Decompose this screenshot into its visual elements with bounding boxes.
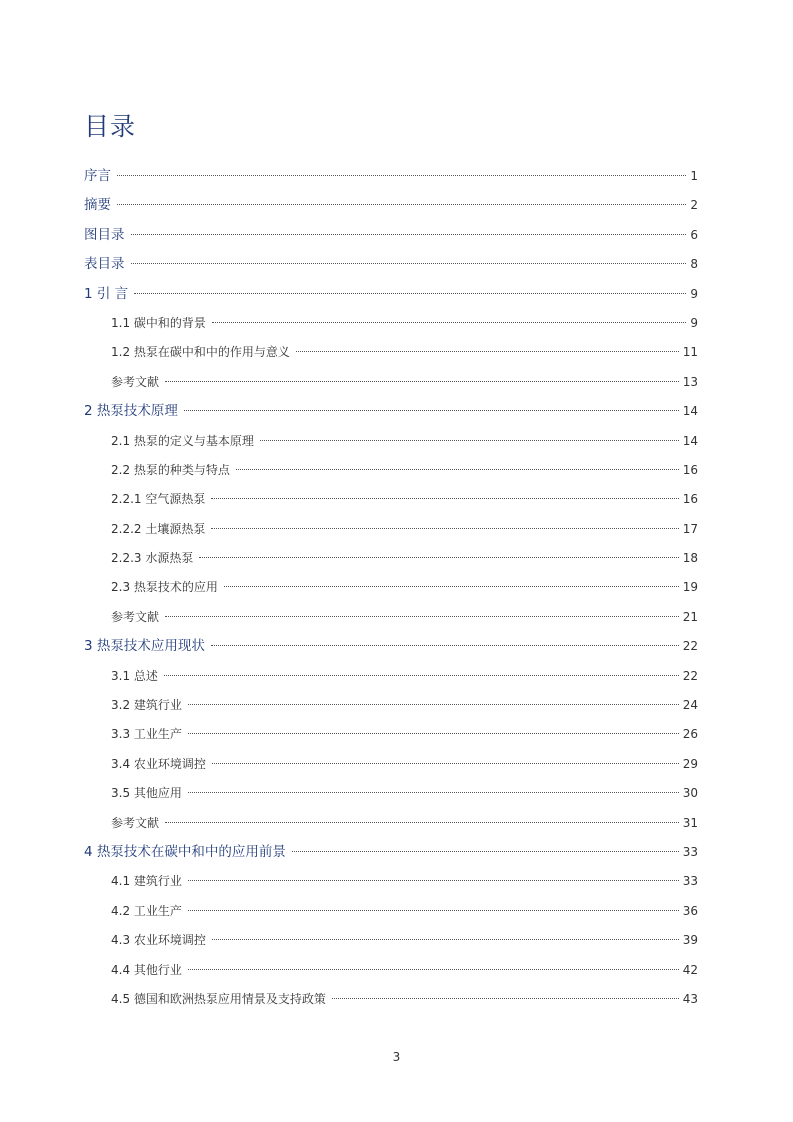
toc-dot-leader xyxy=(188,704,679,705)
toc-entry-label: 2 热泵技术原理 xyxy=(84,403,178,420)
toc-dot-leader xyxy=(188,733,679,734)
toc-entry-label: 参考文献 xyxy=(111,815,160,830)
toc-dot-leader xyxy=(212,322,686,323)
toc-dot-leader xyxy=(131,234,687,235)
toc-dot-leader xyxy=(236,469,679,470)
toc-entry-label: 2.2.2 土壤源热泵 xyxy=(111,521,206,536)
toc-entry-page: 24 xyxy=(682,698,698,713)
toc-entry-page: 16 xyxy=(682,492,698,507)
toc-entry-label: 2.2 热泵的种类与特点 xyxy=(111,462,230,477)
toc-dot-leader xyxy=(134,293,686,294)
toc-entry-label: 4.2 工业生产 xyxy=(111,903,182,918)
toc-entry[interactable] xyxy=(84,370,698,399)
toc-entry[interactable] xyxy=(84,164,698,193)
toc-entry[interactable] xyxy=(84,546,698,575)
toc-entry[interactable] xyxy=(84,575,698,604)
toc-entry-label: 3.4 农业环境调控 xyxy=(111,756,206,771)
toc-entry[interactable] xyxy=(84,429,698,458)
toc-dot-leader xyxy=(211,498,678,499)
page-number: 3 xyxy=(392,1050,401,1064)
toc-entry-label: 3 热泵技术应用现状 xyxy=(84,638,205,655)
toc-entry[interactable] xyxy=(84,487,698,516)
toc-dot-leader xyxy=(212,939,679,940)
toc-entry[interactable] xyxy=(84,781,698,810)
toc-entry[interactable] xyxy=(84,958,698,987)
toc-entry-page: 29 xyxy=(682,756,698,771)
toc-entry[interactable] xyxy=(84,458,698,487)
toc-entry-page: 9 xyxy=(690,315,698,330)
toc-entry-label: 参考文献 xyxy=(111,609,160,624)
toc-entry-label: 2.2.3 水源热泵 xyxy=(111,551,194,566)
toc-entry-page: 42 xyxy=(682,962,698,977)
toc-entry-page: 14 xyxy=(682,404,698,419)
toc-entry-label: 4.5 德国和欧洲热泵应用情景及支持政策 xyxy=(111,991,326,1006)
toc-entry-label: 摘要 xyxy=(84,197,111,214)
toc-entry-page: 26 xyxy=(682,727,698,742)
toc-entry-page: 31 xyxy=(682,815,698,830)
toc-entry-label: 3.1 总述 xyxy=(111,668,158,683)
toc-entry-page: 19 xyxy=(682,580,698,595)
toc-dot-leader xyxy=(165,822,679,823)
toc-dot-leader xyxy=(117,204,686,205)
toc-dot-leader xyxy=(292,851,679,852)
toc-entry[interactable] xyxy=(84,752,698,781)
toc-dot-leader xyxy=(211,645,679,646)
toc-entry-page: 22 xyxy=(682,639,698,654)
toc-entry[interactable] xyxy=(84,693,698,722)
toc-entry[interactable] xyxy=(84,252,698,281)
toc-entry[interactable] xyxy=(84,634,698,663)
toc-entry[interactable] xyxy=(84,722,698,751)
toc-entry-page: 9 xyxy=(690,286,698,301)
toc-entry-page: 17 xyxy=(682,521,698,536)
toc-entry-label: 4.3 农业环境调控 xyxy=(111,933,206,948)
toc-entry[interactable] xyxy=(84,840,698,869)
toc-entry-label: 3.2 建筑行业 xyxy=(111,698,182,713)
toc-entry[interactable] xyxy=(84,869,698,898)
toc-entry-page: 43 xyxy=(682,991,698,1006)
toc-entry-label: 序言 xyxy=(84,168,111,184)
toc-entry-page: 33 xyxy=(682,874,698,889)
toc-entry-label: 4.1 建筑行业 xyxy=(111,874,182,889)
toc-dot-leader xyxy=(212,763,679,764)
toc-entry[interactable] xyxy=(84,517,698,546)
toc-dot-leader xyxy=(188,880,679,881)
toc-dot-leader xyxy=(188,792,679,793)
toc-entry-label: 3.3 工业生产 xyxy=(111,727,182,742)
toc-entry[interactable] xyxy=(84,664,698,693)
toc-entry-page: 13 xyxy=(682,374,698,389)
toc-entry-label: 表目录 xyxy=(84,256,125,273)
toc-entry-page: 36 xyxy=(682,903,698,918)
toc-entry-label: 4 热泵技术在碳中和中的应用前景 xyxy=(84,843,286,860)
toc-entry[interactable] xyxy=(84,899,698,928)
toc-entry[interactable] xyxy=(84,399,698,428)
toc-entry-page: 39 xyxy=(682,933,698,948)
toc-entry-page: 11 xyxy=(682,345,698,360)
toc-entry-page: 33 xyxy=(682,844,698,859)
toc-entry-label: 1.2 热泵在碳中和中的作用与意义 xyxy=(111,345,290,360)
toc-entry[interactable] xyxy=(84,811,698,840)
toc-entry-page: 2 xyxy=(690,198,698,213)
toc-dot-leader xyxy=(165,381,679,382)
toc-entry-page: 21 xyxy=(682,609,698,624)
toc-entry-label: 2.3 热泵技术的应用 xyxy=(111,580,218,595)
toc-entry-page: 16 xyxy=(682,462,698,477)
toc-entry-page: 14 xyxy=(682,433,698,448)
toc-dot-leader xyxy=(260,440,679,441)
toc-dot-leader xyxy=(332,998,679,999)
toc-dot-leader xyxy=(165,616,679,617)
toc-dot-leader xyxy=(188,910,679,911)
toc-entry-label: 1.1 碳中和的背景 xyxy=(111,315,206,330)
toc-title: 目录 xyxy=(84,112,137,141)
toc-entry-page: 6 xyxy=(690,227,698,242)
toc-entry[interactable] xyxy=(84,282,698,311)
toc-dot-leader xyxy=(131,263,687,264)
toc-dot-leader xyxy=(117,175,686,176)
toc-entry[interactable] xyxy=(84,987,698,1016)
toc-entry-page: 30 xyxy=(682,786,698,801)
toc-entry-page: 18 xyxy=(682,551,698,566)
toc-entry[interactable] xyxy=(84,223,698,252)
toc-dot-leader xyxy=(164,675,679,676)
toc-dot-leader xyxy=(224,586,679,587)
toc-entry[interactable] xyxy=(84,311,698,340)
toc-entry-label: 参考文献 xyxy=(111,374,160,389)
toc-entry[interactable] xyxy=(84,193,698,222)
toc-entry-page: 8 xyxy=(690,257,698,272)
toc-dot-leader xyxy=(184,410,679,411)
toc-entry-page: 1 xyxy=(690,169,698,183)
toc-dot-leader xyxy=(296,351,679,352)
toc-entry-label: 图目录 xyxy=(84,226,125,243)
toc-dot-leader xyxy=(188,969,679,970)
toc-entry-label: 4.4 其他行业 xyxy=(111,962,182,977)
toc-entry-label: 3.5 其他应用 xyxy=(111,786,182,801)
toc-entry-page: 22 xyxy=(682,668,698,683)
toc-dot-leader xyxy=(211,528,678,529)
toc-entry[interactable] xyxy=(84,605,698,634)
toc-list xyxy=(84,164,698,1016)
toc-entry-label: 2.1 热泵的定义与基本原理 xyxy=(111,433,254,448)
toc-dot-leader xyxy=(199,557,678,558)
toc-entry[interactable] xyxy=(84,928,698,957)
toc-entry-label: 1 引 言 xyxy=(84,285,129,302)
toc-entry[interactable] xyxy=(84,340,698,369)
toc-entry-label: 2.2.1 空气源热泵 xyxy=(111,492,206,507)
